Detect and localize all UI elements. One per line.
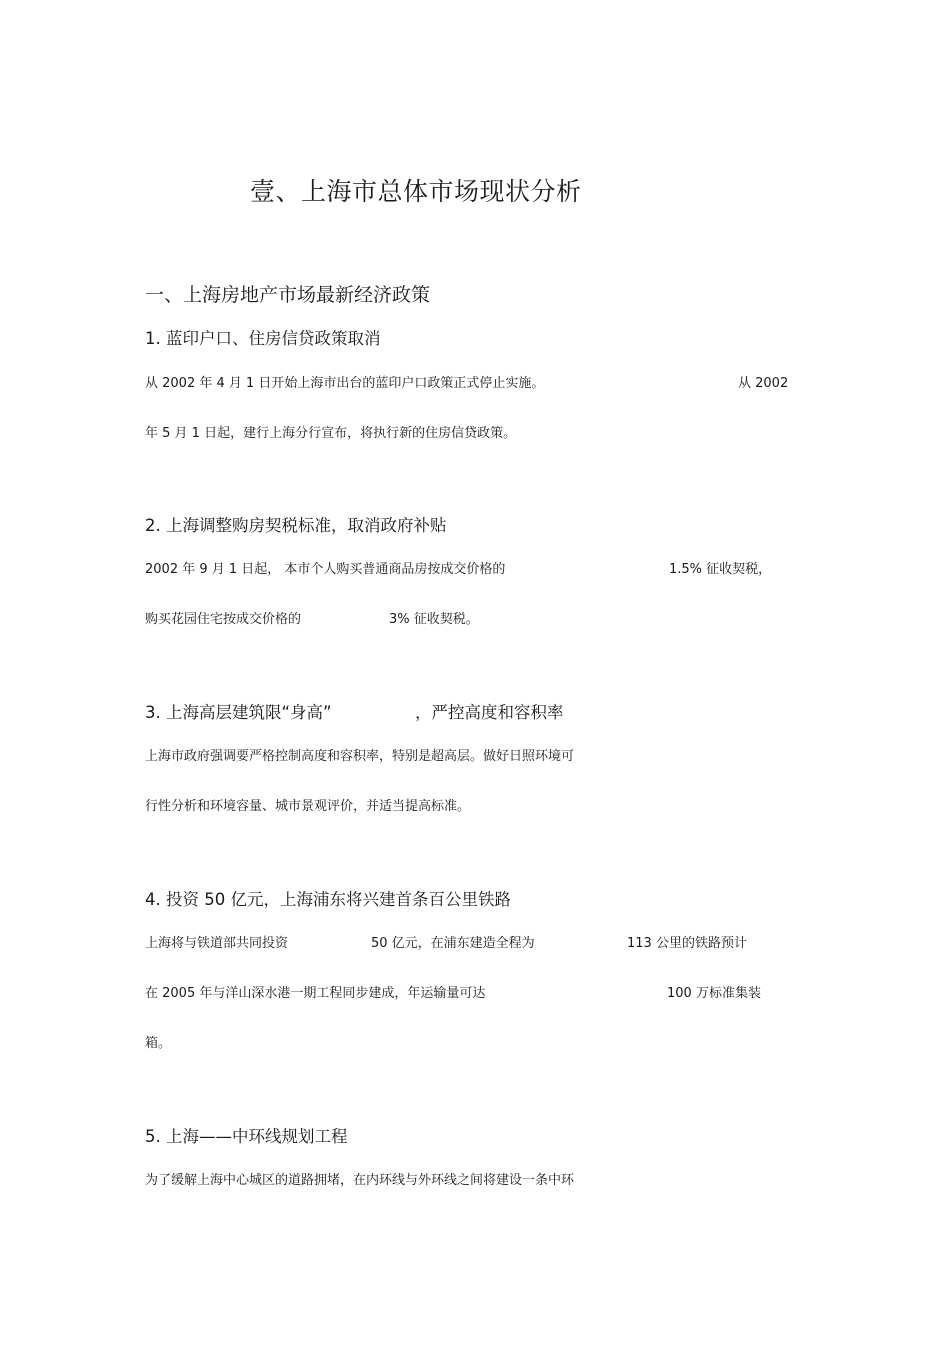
text-segment: 3. 上海高层建筑限“身高” [145, 703, 332, 722]
text-segment: 100 万标准集装 [667, 986, 761, 1001]
text-segment: 在 2005 年与洋山深水港一期工程同步建成，年运输量可达 [145, 986, 486, 1001]
text-segment: 从 2002 年 4 月 1 日开始上海市出台的蓝印户口政策正式停止实施。 [145, 376, 545, 391]
text-segment: 50 亿元，在浦东建造全程为 [371, 936, 535, 951]
text-segment: 2002 年 9 月 1 日起， 本市个人购买普通商品房按成交价格的 [145, 562, 506, 577]
text-segment: 行性分析和环境容量、城市景观评价，并适当提高标准。 [145, 799, 471, 814]
text-segment: 为了缓解上海中心城区的道路拥堵，在内环线与外环线之间将建设一条中环 [145, 1173, 575, 1188]
text-segment: 3% 征收契税。 [389, 612, 479, 627]
text-segment: 箱。 [145, 1036, 172, 1051]
text-segment: 年 5 月 1 日起，建行上海分行宣布，将执行新的住房信贷政策。 [145, 426, 517, 441]
text-segment: 113 公里的铁路预计 [627, 936, 747, 951]
item-4-heading: 4. 投资 50 亿元，上海浦东将兴建首条百公里铁路 [145, 890, 511, 909]
text-segment: 从 2002 [738, 376, 789, 391]
text-segment: 购买花园住宅按成交价格的 [145, 612, 302, 627]
section-heading: 一、上海房地产市场最新经济政策 [145, 284, 431, 306]
text-segment: 1.5% 征收契税， [669, 562, 772, 577]
text-segment: 上海市政府强调要严格控制高度和容积率，特别是超高层。做好日照环境可 [145, 749, 575, 764]
text-segment: ，严控高度和容积率 [415, 703, 564, 722]
page-title: 壹、上海市总体市场现状分析 [250, 177, 582, 206]
item-1-heading: 1. 蓝印户口、住房信贷政策取消 [145, 329, 381, 348]
text-segment: 上海将与铁道部共同投资 [145, 936, 289, 951]
item-5-heading: 5. 上海——中环线规划工程 [145, 1127, 348, 1146]
item-2-heading: 2. 上海调整购房契税标准，取消政府补贴 [145, 516, 447, 535]
